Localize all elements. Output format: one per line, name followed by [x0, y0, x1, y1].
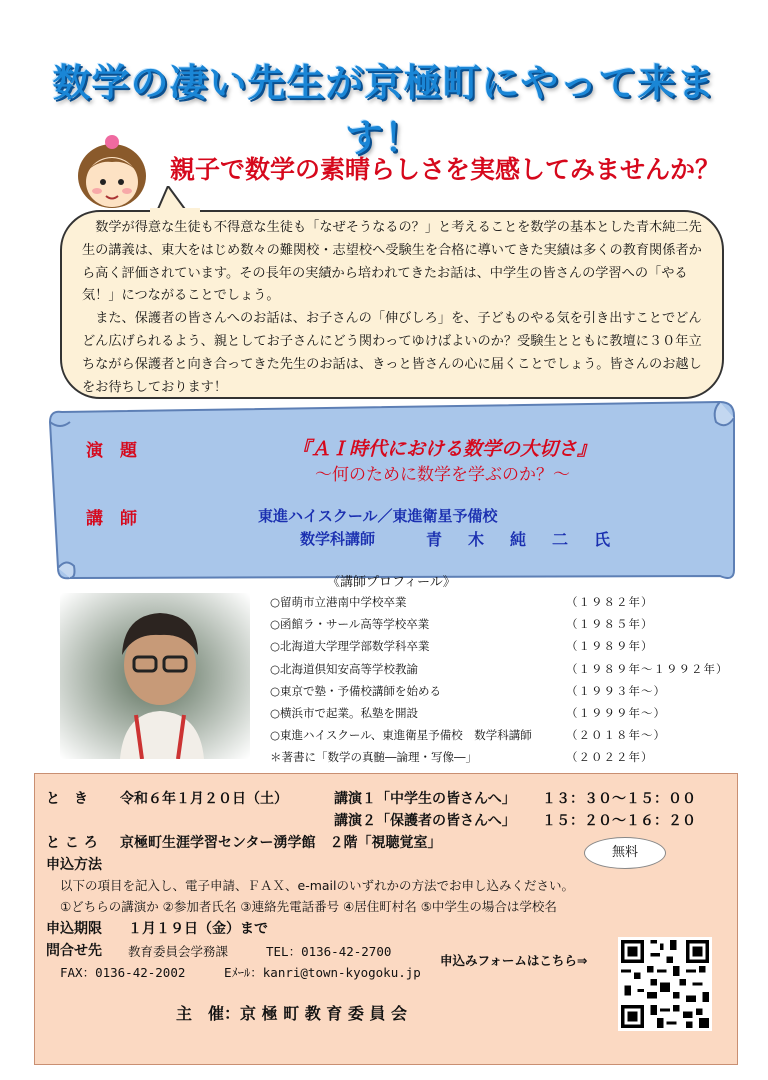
- profile-year: （１９８２年）: [566, 595, 654, 609]
- lecturer-title: 数学科講師: [300, 530, 376, 548]
- profile-heading: 《講師プロフィール》: [327, 575, 456, 590]
- profile-row: [270, 705, 720, 727]
- profile-row: [270, 616, 720, 638]
- profile-row: [270, 727, 720, 749]
- profile-row: [270, 638, 720, 660]
- lecture1-time: １３：３０～１５：００: [542, 791, 696, 807]
- required-items: ①どちらの講演か ②参加者氏名 ③連絡先電話番号 ④居住町村名 ⑤中学生の場合は学校名: [60, 899, 557, 914]
- profile-item: ○留萌市立港南中学校卒業: [270, 595, 407, 609]
- profile-year: （１９８９年～１９９２年）: [566, 662, 729, 676]
- profile-year: （２０２２年）: [566, 750, 654, 764]
- contact-tel: TEL：0136-42-2700: [266, 944, 392, 959]
- lecturer-label: 講 師: [86, 509, 137, 529]
- lecture2-title: 講演２「保護者の皆さんへ」: [334, 813, 516, 829]
- profile-item: ○東京で塾・予備校講師を始める: [270, 684, 442, 698]
- venue: 京極町生涯学習センター湧学館 ２階「視聴覚室」: [120, 835, 442, 851]
- deadline-label: 申込期限: [46, 921, 102, 937]
- organizer: 主 催：京 極 町 教 育 委 員 会: [176, 1004, 407, 1023]
- profile-year: （１９８９年）: [566, 639, 654, 653]
- event-date: 令和６年１月２０日（土）: [120, 791, 288, 807]
- lecturer-name: 青木純二氏: [426, 530, 637, 549]
- girl-face-icon: [66, 126, 158, 218]
- profile-item: ○函館ラ・サール高等学校卒業: [270, 617, 430, 631]
- profile-item: ○横浜市で起業。私塾を開設: [270, 706, 419, 720]
- method-text: 以下の項目を記入し、電子申請、ＦＡＸ、e-mailのいずれかの方法でお申し込みください。: [60, 878, 574, 893]
- intro-paragraph-2: また、保護者の皆さんへのお話は、お子さんの「伸びしろ」を、子どものやる気を引き出すことでどんどん広げられるよう、親としてお子さんにどう関わってゆけばよいのか？受験生とともに教壇に３０年立ちながら保護者と向き合ってきた先生のお話は、きっと皆さんの心に届くことでしょう。皆さんのお越しをお待ちしております！: [82, 311, 702, 395]
- talk-subtitle: ～何のために数学を学ぶのか？～: [315, 465, 570, 485]
- profile-year: （１９９３年～）: [566, 684, 666, 698]
- profile-item: ○北海道倶知安高等学校教諭: [270, 662, 419, 676]
- profile-item: ＊著書に「数学の真髄―論理・写像―」: [270, 750, 477, 764]
- contact-fax: FAX：0136-42-2002: [60, 965, 186, 980]
- contact-label: 問合せ先: [46, 943, 102, 959]
- qr-code-icon[interactable]: [618, 937, 712, 1031]
- profile-row: [270, 749, 720, 771]
- subheadline: 親子で数学の素晴らしさを実感してみませんか？: [170, 155, 721, 184]
- profile-row: [270, 683, 720, 705]
- profile-year: （１９８５年）: [566, 617, 654, 631]
- method-label: 申込方法: [46, 857, 102, 873]
- headline: 数学の凄い先生が京極町にやって来ます！: [52, 61, 716, 160]
- profile-year: （２０１８年～）: [566, 728, 666, 742]
- intro-paragraph-1: 数学が得意な生徒も不得意な生徒も「なぜそうなるの？」と考えることを数学の基本とした青木純二先生の講義は、東大をはじめ数々の難関校・志望校へ受験生を合格に導いてきた実績は多くの教育関係者から高く評価されています。その長年の実績から培われてきたお話は、中学生の皆さんの学習への「やる気！」につながることでしょう。: [82, 220, 702, 304]
- profile-item: ○東進ハイスクール、東進衛星予備校 数学科講師: [270, 728, 532, 742]
- lecture1-title: 講演１「中学生の皆さんへ」: [334, 791, 516, 807]
- talk-label: 演 題: [86, 441, 137, 461]
- form-link[interactable]: 申込みフォームはこちら⇒: [440, 953, 588, 968]
- scroll-banner: [40, 400, 740, 585]
- free-badge: 無料: [584, 837, 666, 869]
- contact-email[interactable]: Eﾒｰﾙ：kanri@town-kyogoku.jp: [224, 965, 421, 980]
- talk-title: 『ＡＩ時代における数学の大切さ』: [292, 438, 597, 460]
- profile-row: [270, 661, 729, 683]
- profile-year: （１９９９年～）: [566, 706, 666, 720]
- profile-item: ○北海道大学理学部数学科卒業: [270, 639, 430, 653]
- intro-text: [82, 217, 710, 399]
- contact-department: 教育委員会学務課: [128, 944, 229, 959]
- when-label: と き: [46, 791, 88, 807]
- where-label: と こ ろ: [46, 835, 98, 851]
- profile-row: [270, 594, 720, 616]
- lecturer-organization: 東進ハイスクール／東進衛星予備校: [258, 507, 498, 525]
- deadline: １月１９日（金）まで: [128, 921, 268, 937]
- lecturer-photo: [60, 593, 250, 759]
- lecture2-time: １５：２０～１６：２０: [542, 813, 696, 829]
